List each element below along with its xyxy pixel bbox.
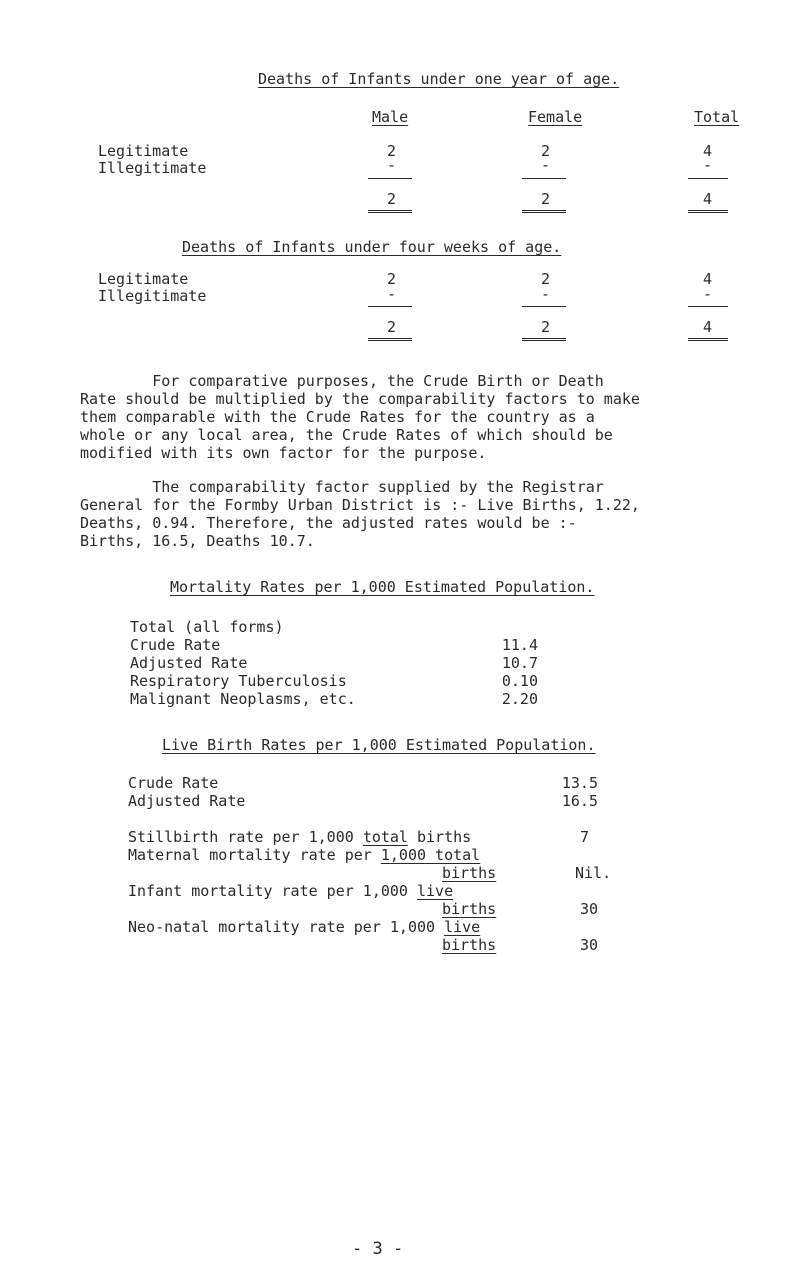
neonatal-rate-births: births bbox=[442, 936, 497, 954]
row-label-illegitimate: Illegitimate bbox=[98, 159, 207, 177]
neonatal-rate-label: Neo-natal mortality rate per 1,000 live bbox=[128, 918, 481, 936]
cell-value: 2 bbox=[541, 270, 551, 288]
row-value: 0.10 bbox=[501, 672, 538, 690]
total-value: 2 bbox=[387, 318, 397, 336]
total-double-rule bbox=[368, 210, 412, 213]
maternal-rate-label: Maternal mortality rate per 1,000 total bbox=[128, 846, 481, 864]
stillbirth-rate-label: Stillbirth rate per 1,000 total births bbox=[128, 828, 472, 846]
total-double-rule bbox=[522, 338, 566, 341]
total-double-rule bbox=[688, 338, 728, 341]
total-value: 2 bbox=[541, 318, 551, 336]
row-label: Adjusted Rate bbox=[128, 792, 246, 810]
paragraph-adjusted-rates: The comparability factor supplied by the Registrar General for the Formby Urban District is :- Live Births, 1.22, Deaths, 0.94. Therefore, the adjusted rates would be :- Births, 16.5, Deaths 10.7. bbox=[80, 478, 640, 550]
row-label-illegitimate: Illegitimate bbox=[98, 287, 207, 305]
cell-value: - bbox=[703, 285, 713, 303]
cell-value: - bbox=[541, 156, 551, 174]
row-label: Crude Rate bbox=[128, 774, 219, 792]
row-value: 11.4 bbox=[501, 636, 538, 654]
total-value: 2 bbox=[541, 190, 551, 208]
section-heading-mortality: Mortality Rates per 1,000 Estimated Population. bbox=[170, 578, 595, 596]
sum-rule bbox=[688, 306, 728, 307]
total-value: 4 bbox=[703, 190, 713, 208]
neonatal-rate-value: 30 bbox=[580, 936, 599, 954]
row-label: Adjusted Rate bbox=[130, 654, 248, 672]
maternal-rate-births: births bbox=[442, 864, 497, 882]
row-label: Respiratory Tuberculosis bbox=[130, 672, 347, 690]
section-heading-under-four-weeks: Deaths of Infants under four weeks of age. bbox=[182, 238, 562, 256]
section-heading-under-one-year: Deaths of Infants under one year of age. bbox=[258, 70, 620, 88]
cell-value: 4 bbox=[703, 142, 713, 160]
cell-value: 2 bbox=[387, 270, 397, 288]
row-value: 16.5 bbox=[561, 792, 598, 810]
cell-value: - bbox=[387, 285, 397, 303]
cell-value: - bbox=[387, 156, 397, 174]
stillbirth-rate-value: 7 bbox=[580, 828, 590, 846]
cell-value: - bbox=[541, 285, 551, 303]
paragraph-comparability: For comparative purposes, the Crude Birth or Death Rate should be multiplied by the comparability factors to make them comparable with the Crude Rates for the country as a whole or any local area, the Crude Rates of which should be modified with its own factor for the purpose. bbox=[80, 372, 640, 462]
sum-rule bbox=[522, 306, 566, 307]
page-number: - 3 - bbox=[352, 1239, 404, 1259]
row-value: 10.7 bbox=[501, 654, 538, 672]
infant-rate-births: births bbox=[442, 900, 497, 918]
total-value: 2 bbox=[387, 190, 397, 208]
sum-rule bbox=[368, 306, 412, 307]
infant-rate-label: Infant mortality rate per 1,000 live bbox=[128, 882, 454, 900]
row-label: Crude Rate bbox=[130, 636, 221, 654]
total-double-rule bbox=[522, 210, 566, 213]
sum-rule bbox=[522, 178, 566, 179]
row-value: 2.20 bbox=[501, 690, 538, 708]
cell-value: 2 bbox=[541, 142, 551, 160]
total-double-rule bbox=[688, 210, 728, 213]
cell-value: 2 bbox=[387, 142, 397, 160]
column-header-male: Male bbox=[372, 108, 409, 126]
total-value: 4 bbox=[703, 318, 713, 336]
column-header-total: Total bbox=[694, 108, 740, 126]
sum-rule bbox=[368, 178, 412, 179]
total-double-rule bbox=[368, 338, 412, 341]
infant-rate-value: 30 bbox=[580, 900, 599, 918]
row-label: Malignant Neoplasms, etc. bbox=[130, 690, 356, 708]
row-value: 13.5 bbox=[561, 774, 598, 792]
row-label-legitimate: Legitimate bbox=[98, 270, 189, 288]
section-heading-live-birth: Live Birth Rates per 1,000 Estimated Population. bbox=[162, 736, 596, 754]
row-label-legitimate: Legitimate bbox=[98, 142, 189, 160]
mortality-subheading: Total (all forms) bbox=[130, 618, 284, 636]
sum-rule bbox=[688, 178, 728, 179]
column-header-female: Female bbox=[528, 108, 583, 126]
cell-value: - bbox=[703, 156, 713, 174]
cell-value: 4 bbox=[703, 270, 713, 288]
maternal-rate-value: Nil. bbox=[575, 864, 612, 882]
